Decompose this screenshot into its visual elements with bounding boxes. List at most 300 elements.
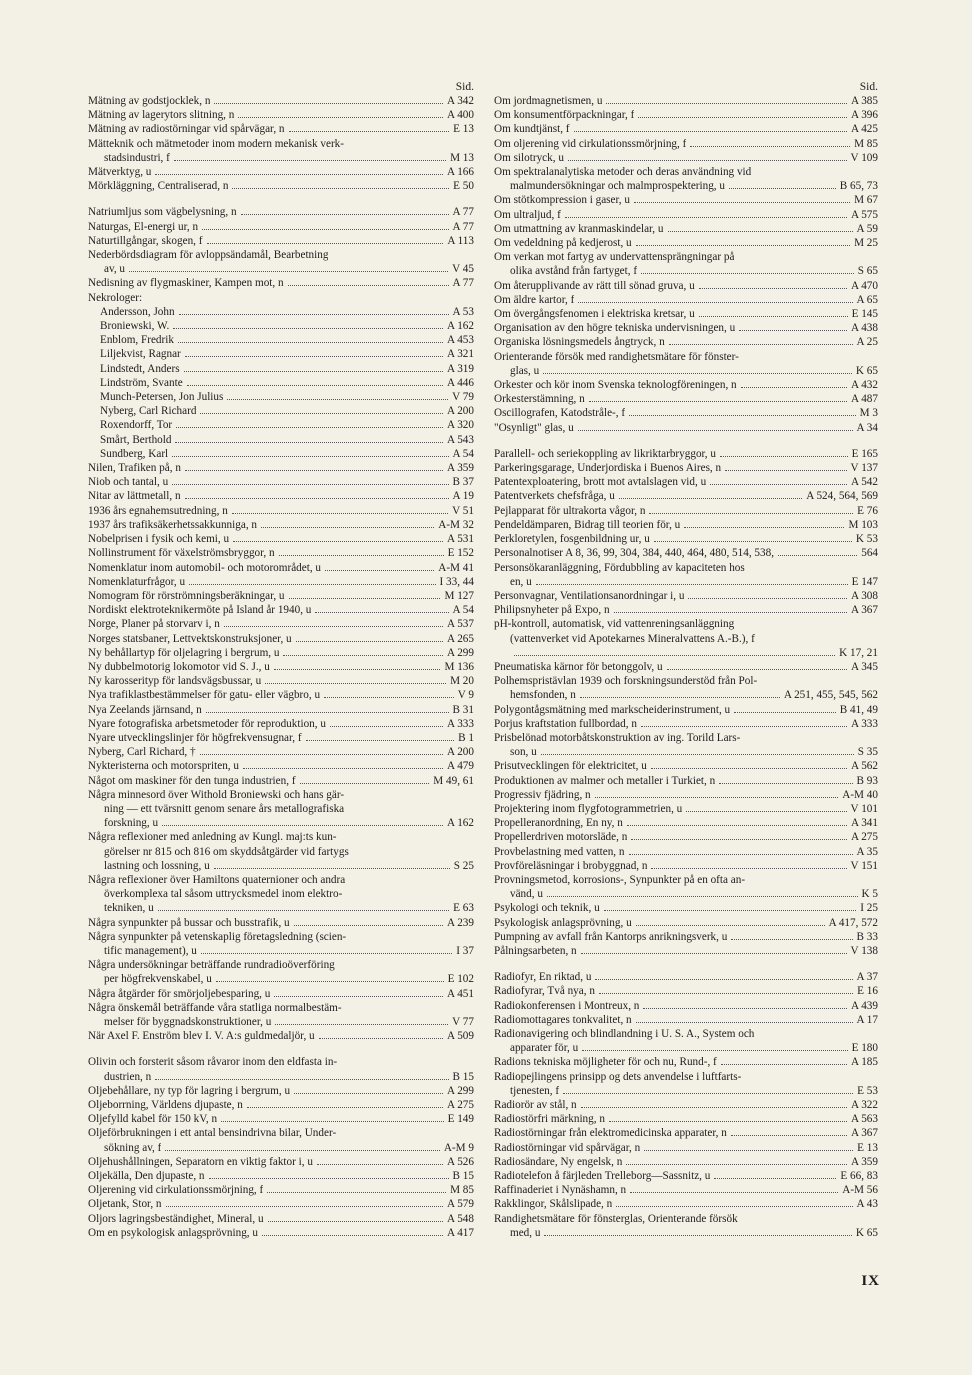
entry-title: Radiotelefon å färjleden Trelleborg—Sassnitz, u — [494, 1170, 711, 1183]
index-entry — [494, 1098, 878, 1112]
index-entry — [88, 489, 474, 503]
entry-title: Om vedeldning på kedjerost, u — [494, 237, 632, 250]
entry-title: Prisutvecklingen för elektricitet, u — [494, 760, 647, 773]
leader-dots — [315, 612, 448, 613]
index-entry — [494, 1013, 878, 1027]
page-reference: A 479 — [446, 760, 474, 773]
leader-dots — [241, 214, 449, 215]
index-entry — [88, 688, 474, 702]
entry-title: Nyberg, Carl Richard, † — [88, 746, 196, 759]
leader-dots — [720, 456, 848, 457]
leader-dots — [688, 598, 847, 599]
leader-dots — [729, 188, 836, 189]
index-entry — [494, 717, 878, 731]
page-reference: A 77 — [452, 206, 474, 219]
entry-title: pH-kontroll, automatisk, vid vattenreningsanläggning — [494, 618, 735, 631]
leader-dots — [710, 484, 847, 485]
index-entry — [494, 236, 878, 250]
entry-title: Organisation av den högre tekniska undervisningen, u — [494, 322, 736, 335]
page-reference: I 33, 44 — [439, 575, 474, 588]
index-entry — [88, 433, 474, 447]
entry-title: Personalnotiser A 8, 36, 99, 304, 384, 440, 464, 480, 514, 538, — [494, 547, 774, 560]
leader-dots — [274, 669, 441, 670]
entry-title-continued: tekniken, u — [104, 902, 154, 915]
leader-dots — [296, 641, 443, 642]
page-reference: E 165 — [851, 447, 878, 460]
leader-dots — [714, 1178, 836, 1179]
section-gap — [494, 435, 878, 447]
entry-title: Broniewski, W. — [100, 320, 170, 333]
entry-title: Lindström, Svante — [100, 376, 183, 389]
page-reference: A 35 — [856, 845, 878, 858]
page-reference: A 526 — [446, 1155, 474, 1168]
leader-dots — [325, 570, 434, 571]
page-reference: A 563 — [850, 1113, 878, 1126]
entry-title-continued: av, u — [104, 263, 126, 276]
page-reference: A 17 — [856, 1013, 878, 1026]
page-reference: A 251, 455, 545, 562 — [783, 689, 878, 702]
entry-title-continued: apparater för, u — [510, 1042, 579, 1055]
leader-dots — [330, 726, 443, 727]
entry-title: Ny dubbelmotorig lokomotor vid S. J., u — [88, 660, 270, 673]
page-reference: M 20 — [450, 675, 474, 688]
leader-dots — [200, 413, 443, 414]
page-reference: K 65 — [855, 364, 878, 377]
page-reference: E 63 — [453, 902, 474, 915]
leader-dots — [619, 498, 802, 499]
entry-title-continued: görelser nr 815 och 816 om skyddsåtgärder vid fartygs — [104, 845, 349, 858]
index-entry — [494, 94, 878, 108]
page-reference: M 127 — [444, 589, 474, 602]
index-entry — [88, 1126, 474, 1154]
leader-dots — [641, 273, 854, 274]
page-reference: B 15 — [452, 1070, 474, 1083]
entry-title: Parallell- och seriekoppling av likriktarbryggor, u — [494, 447, 716, 460]
index-column-right — [494, 80, 878, 1240]
leader-dots — [319, 1038, 443, 1039]
page-reference: A 385 — [850, 95, 878, 107]
page-reference: A 299 — [446, 646, 474, 659]
leader-dots — [595, 979, 852, 980]
leader-dots — [232, 188, 449, 189]
entry-title: Naturtillgångar, skogen, f — [88, 234, 203, 247]
index-entry — [88, 1098, 474, 1112]
index-entry — [494, 970, 878, 984]
entry-title: Några synpunkter på bussar och busstrafik, u — [88, 916, 290, 929]
page-reference: A 342 — [446, 95, 474, 107]
leader-dots — [179, 314, 449, 315]
index-entry — [88, 1226, 474, 1240]
leader-dots — [669, 344, 853, 345]
entry-title: Om jordmagnetismen, u — [494, 95, 603, 107]
page-reference: K 5 — [861, 888, 878, 901]
page-reference: A 509 — [446, 1030, 474, 1043]
leader-dots — [185, 356, 443, 357]
leader-dots — [651, 868, 846, 869]
leader-dots — [216, 981, 444, 982]
page-reference: B 93 — [856, 774, 878, 787]
index-entry — [88, 788, 474, 831]
page-reference: E 145 — [851, 308, 878, 321]
index-entry — [494, 193, 878, 207]
entry-title: Om övergångsfenomen i elektriska kretsar, u — [494, 308, 695, 321]
leader-dots — [178, 342, 443, 343]
page-reference: A 113 — [447, 234, 474, 247]
entry-title: Nordiskt elektroteknikermöte på Island år 1940, u — [88, 604, 312, 617]
page-reference: A-M 40 — [842, 788, 878, 801]
page-reference: A 575 — [850, 208, 878, 221]
index-column-left — [88, 80, 474, 1240]
leader-dots — [614, 612, 847, 613]
leader-dots — [265, 683, 446, 684]
page-reference: B 15 — [452, 1170, 474, 1183]
leader-dots — [300, 783, 430, 784]
entry-title-continued: vänd, u — [510, 888, 543, 901]
entry-title: Om kundtjänst, f — [494, 123, 570, 136]
entry-title: Nederbördsdiagram för avloppsändamål, Bearbetning — [88, 249, 329, 262]
entry-title: Naturgas, El-energi ur, n — [88, 220, 199, 233]
leader-dots — [294, 925, 443, 926]
page-reference: E 102 — [447, 973, 474, 986]
index-entry — [494, 873, 878, 901]
page-reference: E 149 — [447, 1113, 474, 1126]
leader-dots — [232, 513, 448, 514]
page-reference: M 13 — [450, 151, 474, 164]
leader-dots — [261, 527, 434, 528]
page-reference: B 37 — [452, 476, 474, 489]
index-entry — [88, 347, 474, 361]
page-reference: A 54 — [452, 604, 474, 617]
page-reference: A-M 56 — [842, 1184, 878, 1197]
leader-dots — [609, 1121, 847, 1122]
page-reference: K 17, 21 — [839, 646, 878, 659]
page-reference: A 367 — [850, 1127, 878, 1140]
page-reference: A 470 — [850, 279, 878, 292]
leader-dots — [578, 430, 853, 431]
leader-dots — [200, 754, 443, 755]
entry-title: Nitar av lättmetall, n — [88, 490, 181, 503]
page-reference: S 65 — [857, 265, 878, 278]
entry-title: Progressiv fjädring, n — [494, 788, 591, 801]
leader-dots — [267, 1192, 446, 1193]
leader-dots — [580, 697, 780, 698]
leader-dots — [654, 541, 852, 542]
leader-dots — [638, 117, 847, 118]
index-entry — [88, 674, 474, 688]
page-reference: E 16 — [857, 985, 878, 998]
leader-dots — [209, 1178, 449, 1179]
entry-title: Mätning av godstjocklek, n — [88, 95, 211, 107]
leader-dots — [166, 1206, 443, 1207]
index-entry — [494, 1126, 878, 1140]
entry-title: Radiomottagares tonkvalitet, n — [494, 1013, 632, 1026]
index-entry — [88, 632, 474, 646]
index-entry — [88, 1212, 474, 1226]
index-entry — [88, 108, 474, 122]
entry-title: Radiostörningar vid spårvägar, n — [494, 1141, 641, 1154]
index-entry — [494, 930, 878, 944]
leader-dots — [279, 555, 444, 556]
entry-title: Personsökaranläggning, Fördubbling av kapaciteten hos — [494, 561, 745, 574]
index-entry — [88, 179, 474, 193]
leader-dots — [627, 825, 847, 826]
entry-title: Nollinstrument för växelströmsbryggor, n — [88, 547, 275, 560]
index-entry — [494, 1141, 878, 1155]
index-entry — [88, 390, 474, 404]
index-entry — [88, 703, 474, 717]
index-entry — [88, 362, 474, 376]
leader-dots — [606, 103, 847, 104]
index-entry — [88, 305, 474, 319]
page-reference: A 432 — [850, 379, 878, 392]
entry-title-continued: tific management), u — [104, 944, 197, 957]
entry-title-continued: olika avstånd från fartyget, f — [510, 265, 638, 278]
index-entry — [494, 845, 878, 859]
leader-dots — [324, 697, 454, 698]
entry-title: Mörkläggning, Centraliserad, n — [88, 180, 229, 193]
index-entry — [88, 220, 474, 234]
leader-dots — [595, 797, 839, 798]
entry-title: Något om maskiner för den tunga industrien, f — [88, 774, 296, 787]
index-entry — [494, 802, 878, 816]
index-entry — [88, 1197, 474, 1211]
leader-dots — [165, 1150, 439, 1151]
index-entry — [494, 1197, 878, 1211]
index-entry — [88, 1029, 474, 1043]
entry-title: Ny behållartyp för oljelagring i bergrum, u — [88, 646, 280, 659]
index-entry — [88, 603, 474, 617]
entry-title: När Axel F. Enström blev I. V. A:s guldmedaljör, u — [88, 1030, 315, 1043]
page-reference: E 152 — [447, 547, 474, 560]
index-entry — [494, 859, 878, 873]
index-entry — [494, 1027, 878, 1055]
leader-dots — [563, 1093, 853, 1094]
entry-title: Radiorör av stål, n — [494, 1099, 577, 1112]
index-entry — [494, 279, 878, 293]
index-entry — [88, 717, 474, 731]
page-reference: V 51 — [452, 504, 474, 517]
leader-dots — [629, 415, 856, 416]
index-entry — [494, 561, 878, 589]
page-reference: A 446 — [446, 376, 474, 389]
index-entry — [494, 589, 878, 603]
entry-title: Nya Zeelands järnsand, n — [88, 703, 202, 716]
entry-title: Nobelprisen i fysik och kemi, u — [88, 533, 230, 546]
index-entry — [88, 930, 474, 958]
leader-dots — [582, 1050, 847, 1051]
index-entry — [494, 447, 878, 461]
index-entry — [494, 759, 878, 773]
page-reference: M 85 — [450, 1184, 474, 1197]
page-reference: A 162 — [446, 817, 474, 830]
page-reference: A 453 — [446, 334, 474, 347]
index-entry — [494, 392, 878, 406]
entry-title: Radiofyr, En riktad, u — [494, 971, 592, 984]
page-reference: B 1 — [458, 731, 474, 744]
leader-dots — [172, 456, 448, 457]
leader-dots — [262, 1235, 443, 1236]
leader-dots — [699, 316, 848, 317]
index-entry — [88, 987, 474, 1001]
leader-dots — [158, 910, 449, 911]
entry-title-continued: melser för byggnadskonstruktioner, u — [104, 1016, 272, 1028]
page-reference: A 396 — [850, 109, 878, 122]
page-reference: A 400 — [446, 109, 474, 122]
entry-title: Mätverktyg, u — [88, 166, 152, 179]
page-reference: A 579 — [446, 1198, 474, 1211]
index-entry — [494, 293, 878, 307]
page-reference: M 67 — [854, 194, 878, 207]
entry-title: Nekrologer: — [88, 291, 143, 304]
entry-title: Nyare utvecklingslinjer för högfrekvensugnar, f — [88, 731, 302, 744]
index-entry — [494, 350, 878, 378]
entry-title: Rakklingor, Skålslipade, n — [494, 1198, 613, 1211]
entry-title: Provföreläsningar i brobyggnad, n — [494, 859, 648, 872]
entry-title-continued: malmundersökningar och malmprospektering, u — [510, 180, 725, 193]
entry-title: Psykologi och teknik, u — [494, 902, 600, 915]
entry-title: Om stötkompression i gaser, u — [494, 194, 630, 207]
index-entry — [494, 307, 878, 321]
page-number: IX — [861, 1273, 880, 1289]
page-reference: A 19 — [452, 490, 474, 503]
leader-dots — [233, 541, 443, 542]
index-entry — [88, 137, 474, 165]
page-reference: V 101 — [850, 802, 878, 815]
page-reference: I 37 — [456, 944, 474, 957]
entry-title-continued: lastning och lossning, u — [104, 859, 210, 872]
page-reference: A 333 — [446, 717, 474, 730]
entry-title: Oljekälla, Den djupaste, n — [88, 1170, 205, 1183]
entry-title: Oljetank, Stor, n — [88, 1198, 162, 1211]
entry-title: Några åtgärder för smörjoljebesparing, u — [88, 987, 271, 1000]
entry-title: Sundberg, Karl — [100, 447, 169, 460]
leader-dots — [514, 655, 835, 656]
entry-title: Om verkan mot fartyg av undervattensprängningar på — [494, 251, 735, 264]
index-entry — [88, 958, 474, 986]
index-entry — [88, 873, 474, 916]
page-reference: A 524, 564, 569 — [806, 490, 878, 503]
leader-dots — [207, 243, 444, 244]
entry-title: Propellerdriven motorsläde, n — [494, 831, 628, 844]
entry-title: Mätning av lagerytors slitning, n — [88, 109, 235, 122]
index-entry — [88, 319, 474, 333]
entry-title-continued: med, u — [510, 1226, 541, 1239]
leader-dots — [739, 330, 847, 331]
entry-title: Organiska lösningsmedels ångtryck, n — [494, 336, 665, 349]
page-reference: 564 — [861, 547, 878, 560]
page-reference: A 322 — [850, 1099, 878, 1112]
entry-title: Prisbelönad motorbåtskonstruktion av ing. Torild Lars- — [494, 731, 741, 744]
leader-dots — [155, 174, 443, 175]
page-reference: V 151 — [850, 859, 878, 872]
page-reference: E 76 — [857, 504, 878, 517]
page-reference: A-M 41 — [438, 561, 474, 574]
index-entry — [494, 504, 878, 518]
entry-title-continued: tjenesten, f — [510, 1084, 560, 1097]
entry-title: Oljebehållare, ny typ för lagring i bergrum, u — [88, 1084, 291, 1097]
index-entry — [494, 475, 878, 489]
page-reference: E 147 — [851, 575, 878, 588]
index-entry — [88, 646, 474, 660]
page-reference: B 41, 49 — [839, 703, 878, 716]
page-reference: A 438 — [850, 322, 878, 335]
entry-title-continued: stadsindustri, f — [104, 151, 170, 164]
entry-title-continued: en, u — [510, 575, 532, 588]
index-entry — [88, 575, 474, 589]
entry-title: Oljeförbrukningen i ett antal bensindrivna bilar, Under- — [88, 1127, 337, 1140]
entry-title: Pejlapparat för ultrakorta vågor, n — [494, 504, 646, 517]
leader-dots — [574, 131, 847, 132]
leader-dots — [667, 669, 847, 670]
index-entry — [88, 745, 474, 759]
index-entry — [494, 916, 878, 930]
leader-dots — [630, 1192, 838, 1193]
page-reference: A-M 9 — [443, 1141, 474, 1154]
leader-dots — [634, 202, 850, 203]
index-entry — [494, 122, 878, 136]
page-reference: A 531 — [446, 533, 474, 546]
leader-dots — [201, 953, 452, 954]
page-reference: A 34 — [856, 421, 878, 434]
leader-dots — [221, 1121, 444, 1122]
entry-title: Några undersökningar beträffande rundradioöverföring — [88, 959, 335, 972]
page-reference: M 49, 61 — [433, 774, 474, 787]
entry-title: Roxendorff, Tor — [100, 419, 173, 432]
entry-title: Patentverkets chefsfråga, u — [494, 490, 615, 503]
index-entry — [494, 222, 878, 236]
entry-title: Psykologisk anlagsprövning, u — [494, 916, 632, 929]
index-entry — [88, 1169, 474, 1183]
leader-dots — [214, 868, 450, 869]
entry-title: Propelleranordning, En ny, n — [494, 817, 623, 830]
page-reference: A 59 — [856, 222, 878, 235]
index-entry — [494, 208, 878, 222]
index-entry — [88, 504, 474, 518]
index-entry — [494, 603, 878, 617]
page-reference: A 542 — [850, 476, 878, 489]
leader-dots — [719, 783, 852, 784]
index-entry — [88, 532, 474, 546]
index-entry — [494, 335, 878, 349]
leader-dots — [214, 103, 443, 104]
index-entry — [88, 1084, 474, 1098]
index-entry — [88, 376, 474, 390]
page-reference: A 367 — [850, 604, 878, 617]
page-reference: V 77 — [452, 1016, 474, 1028]
page-reference: M 85 — [854, 137, 878, 150]
leader-dots — [289, 131, 450, 132]
index-entry — [494, 1183, 878, 1197]
leader-dots — [643, 1008, 847, 1009]
page-reference: A 417, 572 — [828, 916, 878, 929]
index-entry — [88, 205, 474, 219]
entry-title: Om oljerening vid cirkulationssmörjning, f — [494, 137, 687, 150]
index-entry — [88, 165, 474, 179]
index-entry — [494, 674, 878, 702]
leader-dots — [289, 598, 441, 599]
index-entry — [494, 984, 878, 998]
entry-title: Några minnesord över Withold Broniewski och hans gär- — [88, 788, 345, 801]
index-entry — [88, 546, 474, 560]
index-entry — [88, 1155, 474, 1169]
leader-dots — [187, 385, 443, 386]
entry-title: Några reflexioner över Hamiltons quaternioner och andra — [88, 873, 346, 886]
page-reference: A 162 — [446, 320, 474, 333]
index-entry — [494, 703, 878, 717]
index-entry — [494, 944, 878, 958]
entry-title: Pendeldämparen, Bidrag till teorien för, u — [494, 518, 681, 531]
leader-dots — [275, 1024, 448, 1025]
